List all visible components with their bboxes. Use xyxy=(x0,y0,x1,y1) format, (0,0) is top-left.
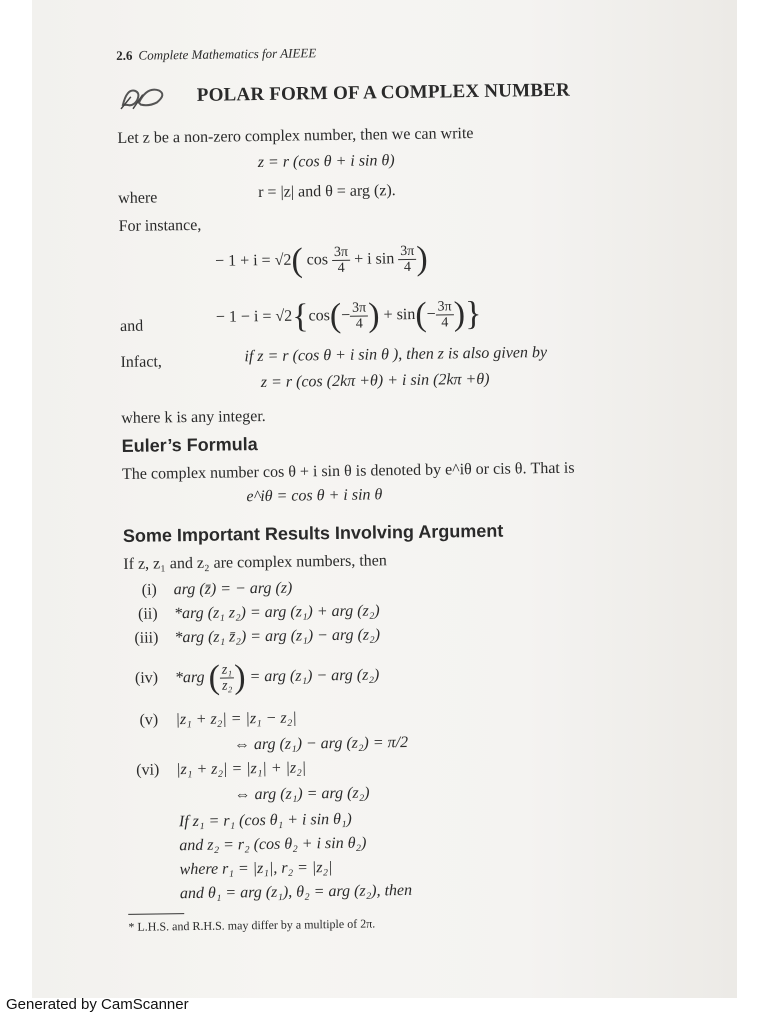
tail-line-1: If z₁ = r₁ (cos θ₁ + i sin θ₁) xyxy=(178,810,352,831)
result-5-implies: ⇔ arg (z₁) − arg (z₂) = π/2 xyxy=(233,733,409,754)
example-1-frac-b: $\frac{3\pi}{4}$ xyxy=(398,244,417,275)
example-1-lhs: − 1 + i = √2 xyxy=(215,251,292,270)
page-number: 2.6 xyxy=(116,47,133,63)
tail-line-2: and z₂ = r₂ (cos θ₂ + i sin θ₂) xyxy=(179,834,367,855)
euler-title: Euler’s Formula xyxy=(121,434,258,456)
section-emblem-icon xyxy=(117,82,169,111)
result-4: (iv) *arg ( $\frac{\text{z₁}}{\text{z₂}}$ ) = arg (z₁) − arg (z₂) xyxy=(134,658,380,697)
intro-text: Let z be a non-zero complex number, then we can write xyxy=(117,125,474,147)
example-1-cos: cos xyxy=(306,251,329,269)
scanned-page xyxy=(32,0,737,998)
result-2: (ii) *arg (z₁ z₂) = arg (z₁) + arg (z₂) xyxy=(137,602,380,623)
result-6-implies: ⇔ arg (z₁) = arg (z₂) xyxy=(234,784,370,804)
where-k-text: where k is any integer. xyxy=(121,407,266,427)
result-5: (v) |z₁ + z₂| = |z₁ − z₂| xyxy=(139,709,297,729)
example-1-frac-a: $\frac{3\pi}{4}$ xyxy=(332,245,351,276)
for-instance-label: For instance, xyxy=(118,216,202,235)
euler-text: The complex number cos θ + i sin θ is denoted by e^iθ or cis θ. That is xyxy=(121,459,575,483)
page-content xyxy=(116,30,676,934)
and-label: and xyxy=(119,317,144,335)
example-2-frac-a: $\frac{3\pi}{4}$ xyxy=(350,301,369,332)
example-2-sin: + sin xyxy=(383,306,416,324)
general-equation: z = r (cos (2kπ +θ) + i sin (2kπ +θ) xyxy=(260,370,490,392)
example-2: − 1 − i = √2{cos(− $\frac{3\pi}{4}$ ) + sin(− $\frac{3\pi}{4}$ )} xyxy=(215,295,482,336)
results-intro: If z, z₁ and z₂ are complex numbers, then xyxy=(123,552,387,573)
tail-line-4: and θ₁ = arg (z₁), θ₂ = arg (z₂), then xyxy=(179,881,413,903)
example-1-plus: + i sin xyxy=(354,250,395,268)
section-title: POLAR FORM OF A COMPLEX NUMBER xyxy=(196,79,571,106)
result-1: (i) arg (z̄) = − arg (z) xyxy=(141,579,293,599)
example-2-lhs: − 1 − i = √2 xyxy=(215,307,293,326)
example-1: − 1 + i = √2( cos $\frac{3\pi}{4}$ + i sin $\frac{3\pi}{4}$ ) xyxy=(215,240,428,280)
result-4-fraction: $\frac{\text{z₁}}{\text{z₂}}$ xyxy=(221,662,233,694)
example-2-frac-b: $\frac{3\pi}{4}$ xyxy=(435,299,454,330)
infact-text: if z = r (cos θ + i sin θ ), then z is also given by xyxy=(244,344,548,366)
results-title: Some Important Results Involving Argument xyxy=(122,520,504,546)
footnote: * L.H.S. and R.H.S. may differ by a multiple of 2π. xyxy=(128,916,376,934)
camscanner-watermark: Generated by CamScanner xyxy=(6,996,189,1013)
book-title: Complete Mathematics for AIEEE xyxy=(138,45,317,63)
euler-equation: e^iθ = cos θ + i sin θ xyxy=(246,486,383,506)
where-label: where xyxy=(118,189,158,207)
infact-label: Infact, xyxy=(120,353,162,371)
running-header xyxy=(116,45,316,64)
result-6: (vi) |z₁ + z₂| = |z₁| + |z₂| xyxy=(136,759,307,779)
example-2-cos: cos xyxy=(308,307,330,325)
tail-line-3: where r₁ = |z₁|, r₂ = |z₂| xyxy=(179,859,333,879)
result-3: (iii) *arg (z₁ z̄₂) = arg (z₁) − arg (z₂) xyxy=(134,626,381,647)
where-equation: r = |z| and θ = arg (z). xyxy=(258,182,396,202)
polar-equation: z = r (cos θ + i sin θ) xyxy=(257,152,395,172)
footnote-rule xyxy=(128,913,184,915)
